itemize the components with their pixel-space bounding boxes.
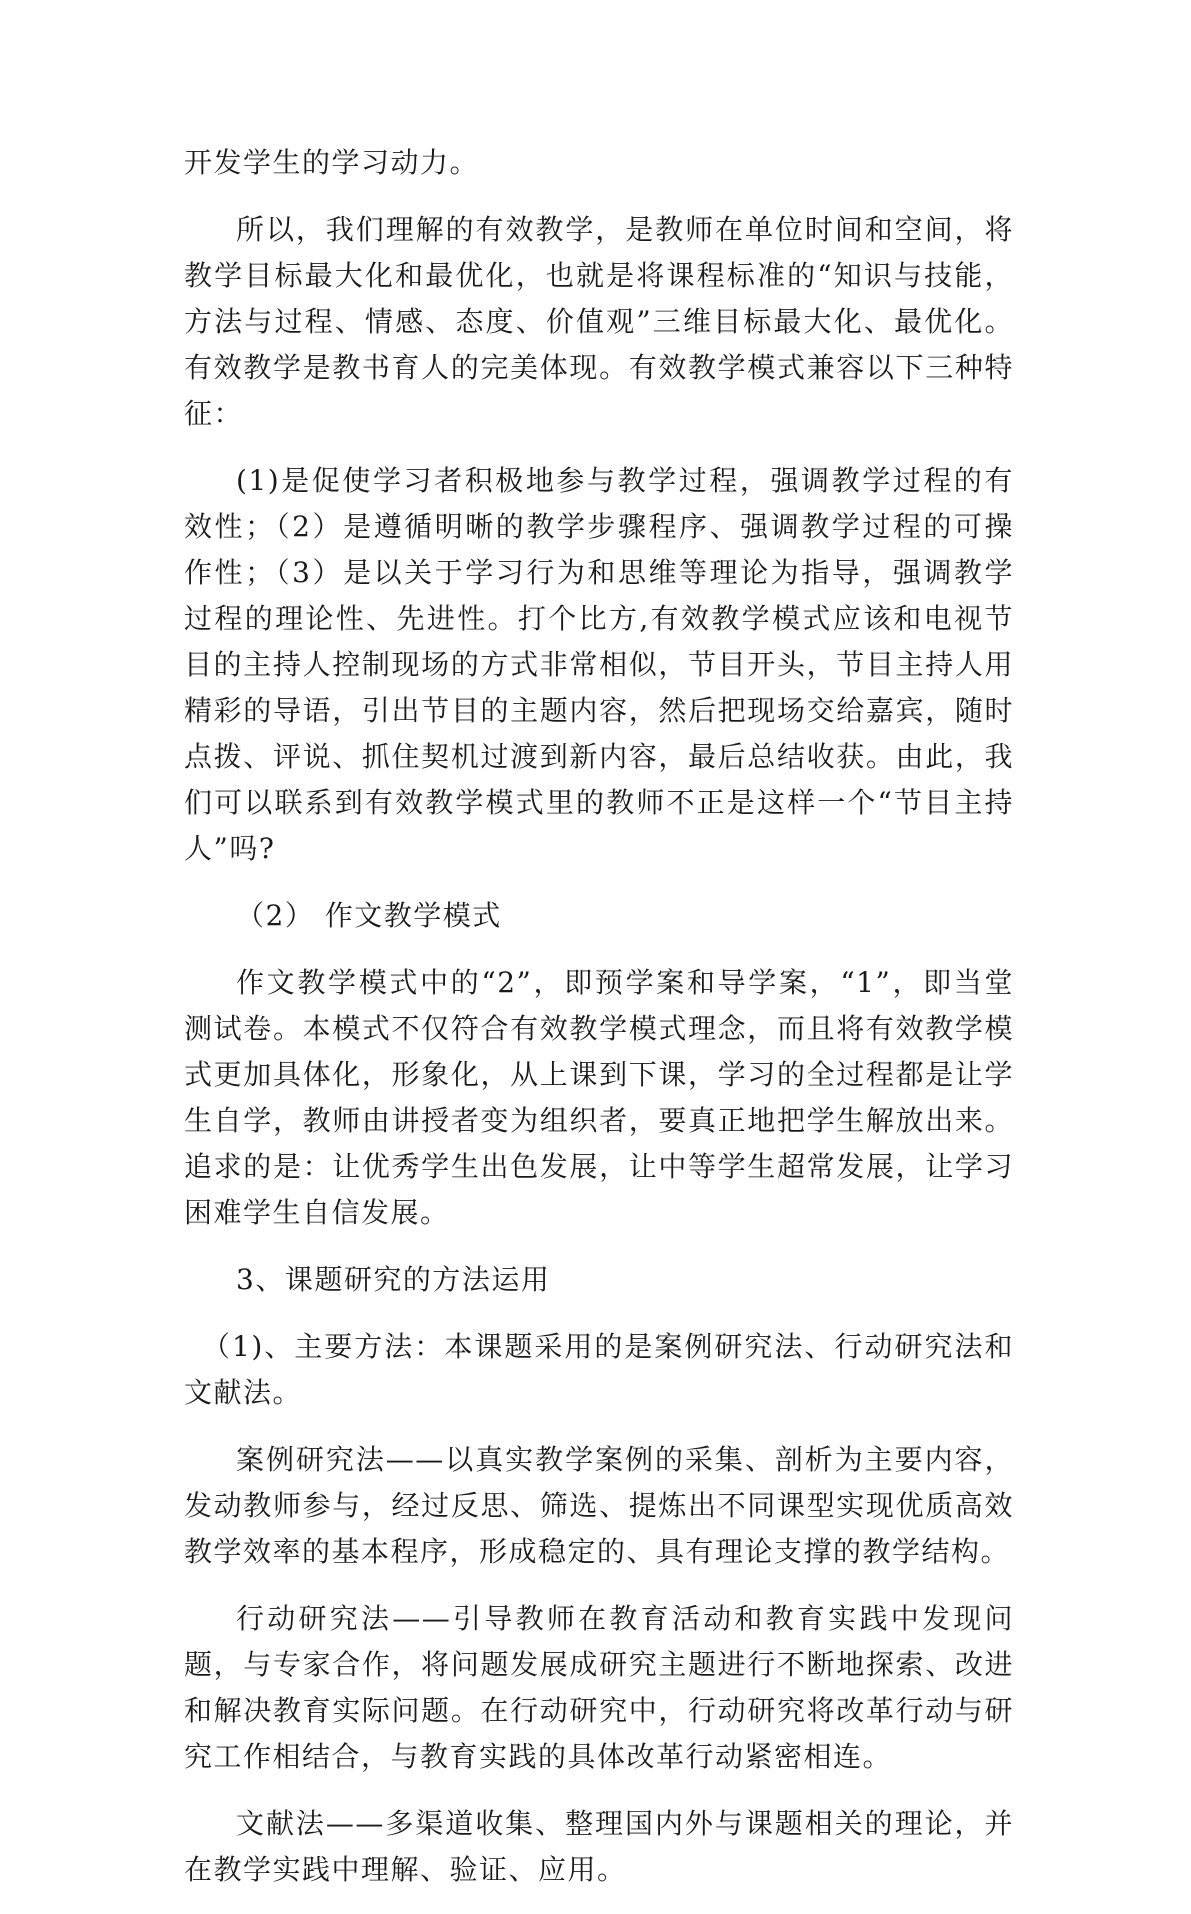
section-heading-research-methods: 3、课题研究的方法运用 xyxy=(236,1263,551,1296)
paragraph-three-features: (1)是促使学习者积极地参与教学过程，强调教学过程的有效性；（2）是遵循明晰的教学步骤程序、强调教学过程的可操作性；（3）是以关于学习行为和思维等理论为指导，强调教学过程的理论性、先进性。打个比方,有效教学模式应该和电视节目的主持人控制现场的方式非常相似，节目开头，节目主持人用精彩的导语，引出节目的主题内容，然后把现场交给嘉宾，随时点拨、评说、抓住契机过渡到新内容，最后总结收获。由此，我们可以联系到有效教学模式里的教师不正是这样一个“节目主持人”吗? xyxy=(184,464,1014,865)
paragraph-literature-method: 文献法——多渠道收集、整理国内外与课题相关的理论，并在教学实践中理解、验证、应用。 xyxy=(184,1807,1014,1886)
paragraph-continuation: 开发学生的学习动力。 xyxy=(184,146,480,179)
paragraph-composition-model: 作文教学模式中的“2”，即预学案和导学案，“1”，即当堂测试卷。本模式不仅符合有效教学模式理念，而且将有效教学模式更加具体化，形象化，从上课到下课，学习的全过程都是让学生自学，教师由讲授者变为组织者，要真正地把学生解放出来。追求的是：让优秀学生出色发展，让中等学生超常发展，让学习困难学生自信发展。 xyxy=(184,966,1014,1229)
paragraph-action-research: 行动研究法——引导教师在教育活动和教育实践中发现问题，与专家合作，将问题发展成研究主题进行不断地探索、改进和解决教育实际问题。在行动研究中，行动研究将改革行动与研究工作相结合，与教育实践的具体改革行动紧密相连。 xyxy=(184,1602,1014,1773)
paragraph-main-methods: （1)、主要方法：本课题采用的是案例研究法、行动研究法和文献法。 xyxy=(184,1330,1014,1409)
paragraph-case-study: 案例研究法——以真实教学案例的采集、剖析为主要内容，发动教师参与，经过反思、筛选、提炼出不同课型实现优质高效教学效率的基本程序，形成稳定的、具有理论支撑的教学结构。 xyxy=(184,1443,1014,1568)
document-body xyxy=(184,140,1014,1914)
section-heading-composition-model: （2） 作文教学模式 xyxy=(236,899,502,932)
paragraph-effective-teaching: 所以，我们理解的有效教学，是教师在单位时间和空间，将教学目标最大化和最优化，也就是将课程标准的“知识与技能，方法与过程、情感、态度、价值观”三维目标最大化、最优化。有效教学是教书育人的完美体现。有效教学模式兼容以下三种特征： xyxy=(184,213,1014,430)
